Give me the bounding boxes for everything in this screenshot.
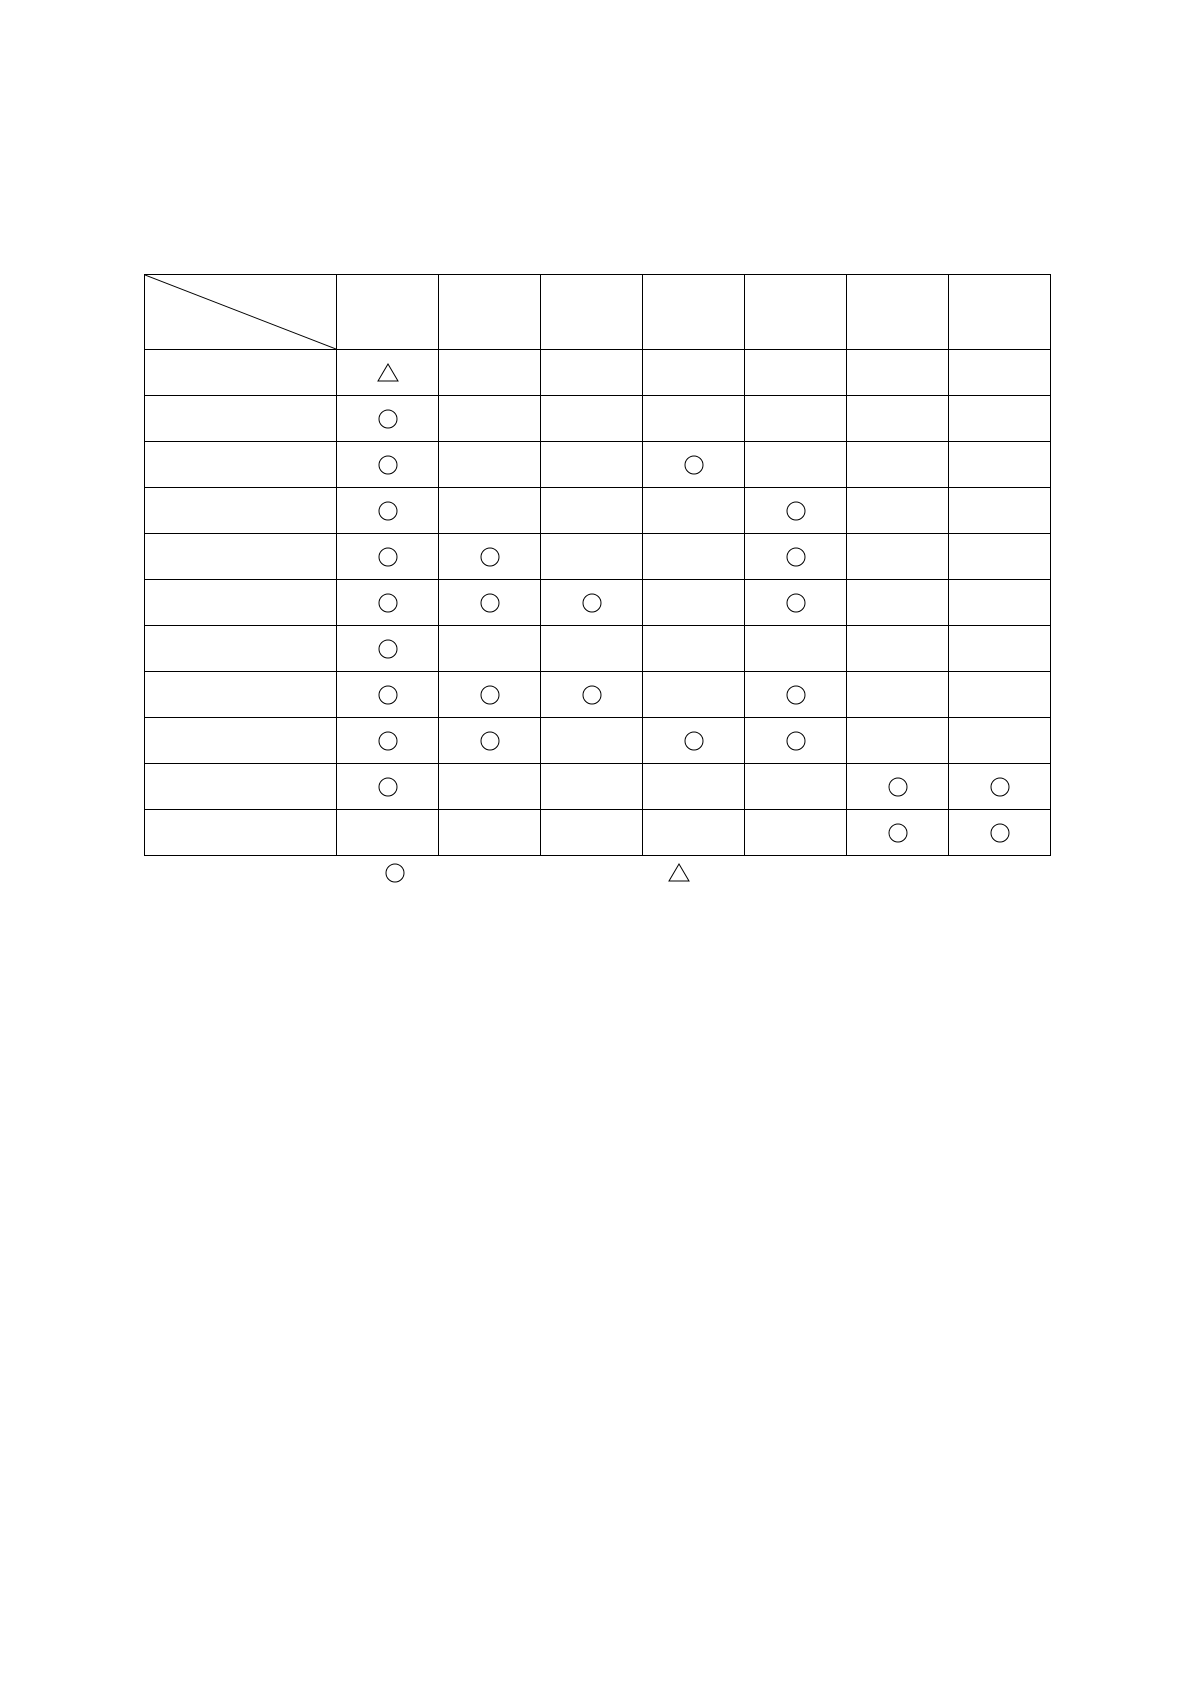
circle-mark-icon <box>683 730 705 752</box>
circle-mark-icon <box>989 822 1011 844</box>
table-cell <box>643 396 745 442</box>
circle-mark-icon <box>377 500 399 522</box>
row-header <box>145 810 337 856</box>
circle-mark-icon <box>377 408 399 430</box>
column-header <box>337 275 439 350</box>
table-cell <box>337 718 439 764</box>
table-row <box>145 350 1051 396</box>
table-row <box>145 764 1051 810</box>
row-header <box>145 764 337 810</box>
table-cell <box>337 810 439 856</box>
row-header <box>145 534 337 580</box>
table-cell <box>439 442 541 488</box>
circle-mark-icon <box>377 592 399 614</box>
circle-mark-icon <box>377 730 399 752</box>
diagonal-divider <box>145 275 336 349</box>
table-cell <box>643 534 745 580</box>
circle-mark-icon <box>581 684 603 706</box>
table-cell <box>541 396 643 442</box>
table-cell <box>745 488 847 534</box>
column-header <box>847 275 949 350</box>
table-cell <box>847 350 949 396</box>
circle-mark-icon <box>989 776 1011 798</box>
table-cell <box>949 672 1051 718</box>
table-row <box>145 718 1051 764</box>
table-cell <box>847 534 949 580</box>
table-row <box>145 580 1051 626</box>
table-cell <box>337 580 439 626</box>
circle-mark-icon <box>479 592 501 614</box>
table-row <box>145 810 1051 856</box>
table-cell <box>439 396 541 442</box>
row-header <box>145 718 337 764</box>
column-header <box>439 275 541 350</box>
table-cell <box>439 488 541 534</box>
table-row <box>145 534 1051 580</box>
row-header <box>145 672 337 718</box>
table-cell <box>745 626 847 672</box>
circle-mark-icon <box>785 592 807 614</box>
table-row <box>145 626 1051 672</box>
table-cell <box>745 718 847 764</box>
column-header <box>541 275 643 350</box>
table-cell <box>337 488 439 534</box>
column-header <box>745 275 847 350</box>
triangle-mark-icon <box>377 362 399 384</box>
table-cell <box>439 810 541 856</box>
table-corner-cell <box>145 275 337 350</box>
table-cell <box>541 764 643 810</box>
table-row <box>145 396 1051 442</box>
circle-mark-icon <box>479 730 501 752</box>
table-cell <box>541 350 643 396</box>
table-cell <box>745 534 847 580</box>
circle-mark-icon <box>785 546 807 568</box>
circle-mark-icon <box>785 684 807 706</box>
table-cell <box>847 810 949 856</box>
table-cell <box>541 672 643 718</box>
circle-mark-icon <box>377 546 399 568</box>
table-cell <box>643 626 745 672</box>
table-cell <box>439 718 541 764</box>
row-header <box>145 626 337 672</box>
symbol-legend <box>144 862 1050 888</box>
table-cell <box>337 626 439 672</box>
circle-mark-icon <box>479 546 501 568</box>
table-header-row <box>145 275 1051 350</box>
table-cell <box>643 580 745 626</box>
table-cell <box>643 810 745 856</box>
table-cell <box>949 350 1051 396</box>
circle-mark-icon <box>785 500 807 522</box>
circle-mark-icon <box>377 638 399 660</box>
table-cell <box>643 672 745 718</box>
table-cell <box>745 396 847 442</box>
column-header <box>643 275 745 350</box>
table-cell <box>541 488 643 534</box>
table-cell <box>745 442 847 488</box>
table-cell <box>949 626 1051 672</box>
table-cell <box>337 350 439 396</box>
table-row <box>145 672 1051 718</box>
circle-mark-icon <box>887 822 909 844</box>
table-cell <box>949 810 1051 856</box>
table-cell <box>949 488 1051 534</box>
circle-mark-icon <box>887 776 909 798</box>
table-cell <box>439 672 541 718</box>
table-cell <box>337 534 439 580</box>
circle-mark-icon <box>479 684 501 706</box>
table-row <box>145 442 1051 488</box>
table-cell <box>337 396 439 442</box>
table-cell <box>847 488 949 534</box>
table-cell <box>745 580 847 626</box>
circle-mark-icon <box>377 684 399 706</box>
table-row <box>145 488 1051 534</box>
table-cell <box>439 534 541 580</box>
table-cell <box>439 350 541 396</box>
row-header <box>145 396 337 442</box>
table-cell <box>541 534 643 580</box>
table-cell <box>847 672 949 718</box>
column-header <box>949 275 1051 350</box>
table-cell <box>439 626 541 672</box>
table-cell <box>745 350 847 396</box>
table-cell <box>643 764 745 810</box>
table-cell <box>337 764 439 810</box>
table-cell <box>949 718 1051 764</box>
table-cell <box>643 718 745 764</box>
row-header <box>145 580 337 626</box>
table-cell <box>541 580 643 626</box>
table-cell <box>847 626 949 672</box>
table-cell <box>847 718 949 764</box>
circle-mark-icon <box>683 454 705 476</box>
circle-mark-icon <box>581 592 603 614</box>
table-cell <box>949 534 1051 580</box>
table-cell <box>847 764 949 810</box>
table-cell <box>439 764 541 810</box>
table-cell <box>541 442 643 488</box>
table-cell <box>949 764 1051 810</box>
table-cell <box>745 810 847 856</box>
table-cell <box>949 580 1051 626</box>
row-header <box>145 488 337 534</box>
table-cell <box>949 442 1051 488</box>
table-cell <box>847 396 949 442</box>
circle-mark-icon <box>377 776 399 798</box>
table-cell <box>643 350 745 396</box>
table-cell <box>745 672 847 718</box>
table-cell <box>541 718 643 764</box>
circle-mark-icon <box>384 862 406 884</box>
table-cell <box>745 764 847 810</box>
symbol-matrix-table <box>144 274 1051 856</box>
table-cell <box>439 580 541 626</box>
circle-mark-icon <box>377 454 399 476</box>
table-cell <box>643 442 745 488</box>
table-cell <box>847 580 949 626</box>
triangle-mark-icon <box>668 862 690 884</box>
table-cell <box>541 626 643 672</box>
table-cell <box>949 396 1051 442</box>
table-cell <box>643 488 745 534</box>
table-cell <box>337 442 439 488</box>
row-header <box>145 442 337 488</box>
table-cell <box>541 810 643 856</box>
circle-mark-icon <box>785 730 807 752</box>
row-header <box>145 350 337 396</box>
table-cell <box>847 442 949 488</box>
table-cell <box>337 672 439 718</box>
